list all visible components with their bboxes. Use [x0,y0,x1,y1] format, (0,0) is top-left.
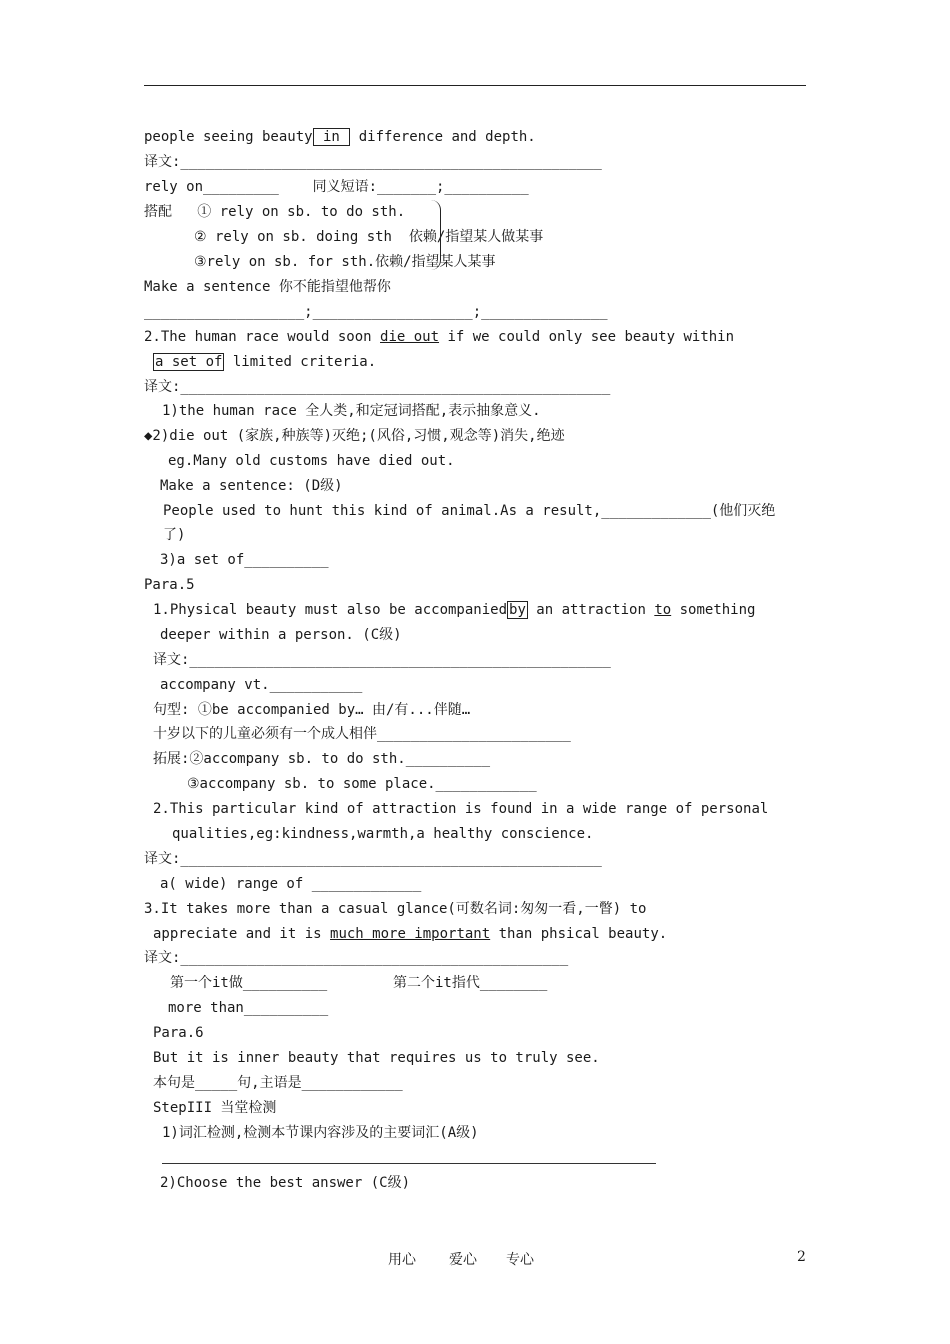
text-line: 2)Choose the best answer (C级) [160,1175,411,1191]
collocation-line: ③rely on sb. for sth.依赖/指望某人某事 [194,254,496,270]
text-line: 第二个it指代________ [393,975,548,991]
text-line: 第一个it做__________ [170,975,328,991]
blank-line: ___________________;___________________;_______________ [144,304,608,320]
footer-text: 专心 [506,1252,534,1268]
text-line: 2.The human race would soon die out if we could only see beauty within [144,329,735,345]
translation-line: 译文:___________________________________________________ [144,379,611,395]
footer-text: 爱心 [449,1252,477,1268]
text-line: 1.Physical beauty must also be accompanied by an attraction to something [153,602,756,618]
text-line: 3)a set of__________ [160,552,329,568]
text-line: deeper within a person. (C级) [160,627,402,643]
section-heading: Para.5 [144,577,195,593]
text-line: 了) [163,527,186,543]
text-line: But it is inner beauty that requires us to truly see. [153,1050,600,1066]
text-line: more than__________ [168,1000,329,1016]
text-line: 1)the human race 全人类,和定冠词搭配,表示抽象意义. [162,403,541,419]
collocation-line: ② rely on sb. doing sth 依赖/指望某人做某事 [194,229,544,245]
answer-line [162,1163,656,1164]
text-line: Make a sentence 你不能指望他帮你 [144,279,391,295]
text-line: rely on_________ 同义短语:_______;__________ [144,179,529,195]
text-line: 句型: ①be accompanied by… 由/有...伴随… [153,702,471,718]
text-line: 1)词汇检测,检测本节课内容涉及的主要词汇(A级) [162,1125,479,1141]
translation-line: 译文:__________________________________________________ [144,851,602,867]
text-line: a( wide) range of _____________ [160,876,422,892]
section-heading: Para.6 [153,1025,204,1041]
collocation-line: 搭配 ① rely on sb. to do sth. [144,204,406,220]
footer-text: 用心 [388,1252,416,1268]
text-line: eg.Many old customs have died out. [168,453,455,469]
page-number: 2 [797,1249,806,1265]
text-line: 2.This particular kind of attraction is found in a wide range of personal [153,801,769,817]
text-line: 本句是_____句,主语是____________ [153,1075,403,1091]
text-line: Make a sentence: (D级) [160,478,343,494]
translation-line: 译文:__________________________________________________ [144,154,602,170]
text-line: ◆2)die out (家族,种族等)灭绝;(风俗,习惯,观念等)消失,绝迹 [144,428,565,444]
text-line: 3.It takes more than a casual glance(可数名词:匆匆一看,一瞥) to [144,901,647,917]
text-line: appreciate and it is much more important than phsical beauty. [153,926,668,942]
translation-line: 译文:______________________________________________ [144,950,569,966]
brace-symbol [426,200,441,270]
translation-line: 译文:__________________________________________________ [153,652,611,668]
text-line: 十岁以下的儿童必须有一个成人相伴_______________________ [153,726,571,742]
text-line: 拓展:②accompany sb. to do sth.__________ [153,751,491,767]
step-heading: StepIII 当堂检测 [153,1100,277,1116]
header-rule [144,85,806,86]
text-line: People used to hunt this kind of animal.As a result,_____________(他们灭绝 [163,503,776,519]
text-line: ③accompany sb. to some place.____________ [187,776,537,792]
text-line: qualities,eg:kindness,warmth,a healthy conscience. [172,826,594,842]
text-line: a set of limited criteria. [155,354,377,370]
text-line: accompany vt.___________ [160,677,363,693]
text-line: people seeing beauty in difference and depth. [144,129,536,145]
